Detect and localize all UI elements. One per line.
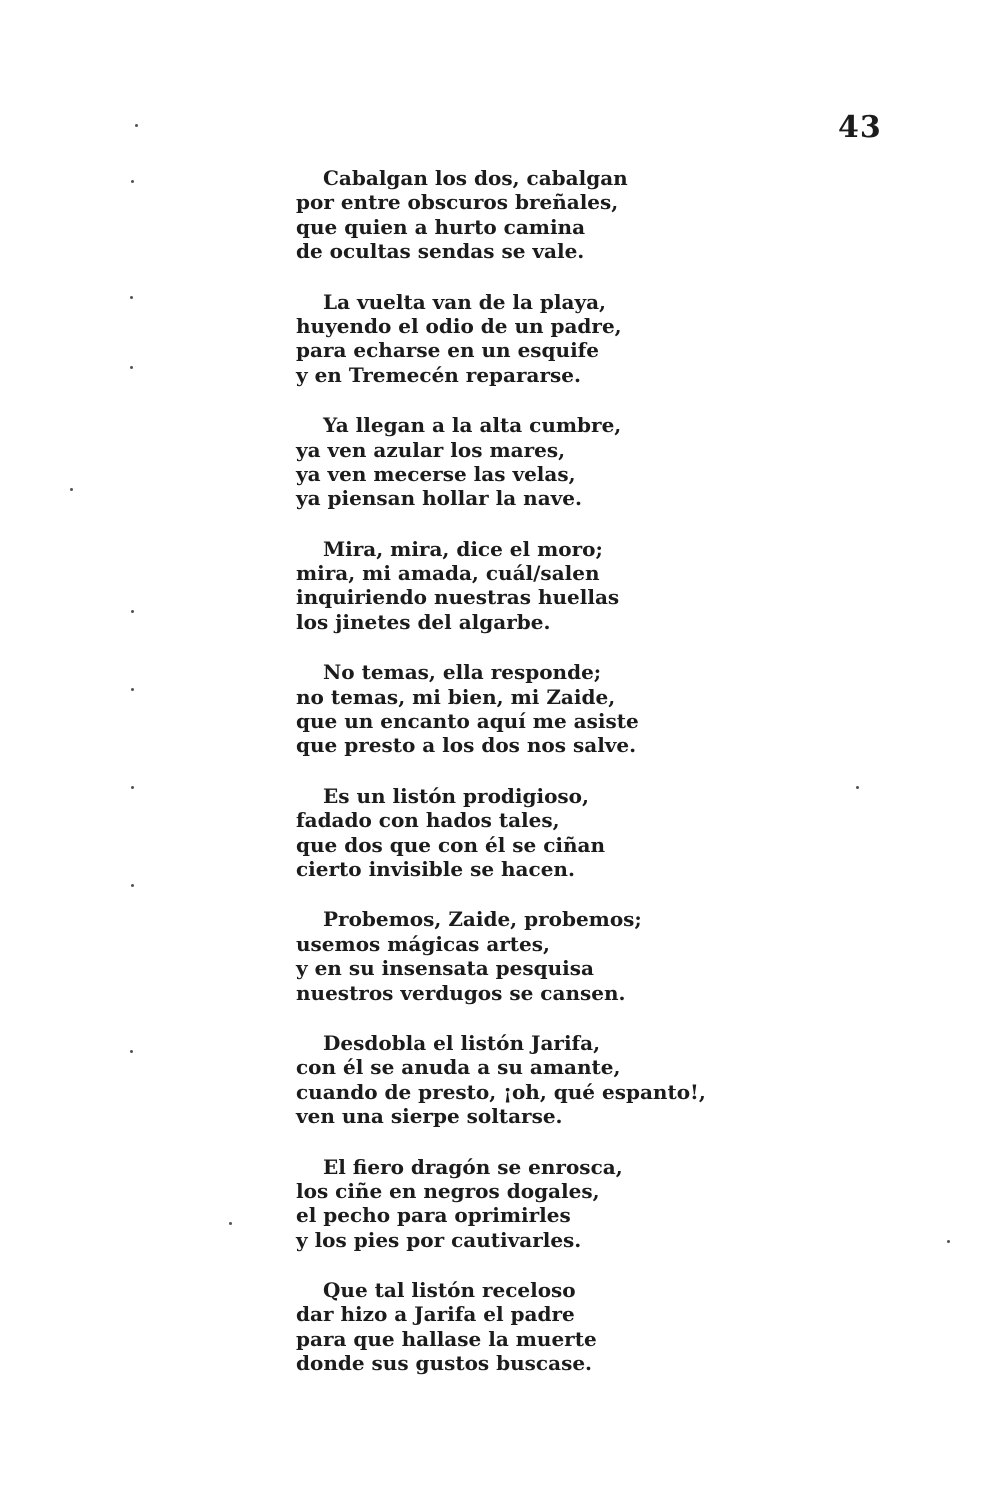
stanza (296, 784, 756, 882)
verse-line: ya ven azular los mares, (296, 437, 566, 462)
scan-speck (130, 1050, 133, 1053)
verse-line: y los pies por cautivarles. (296, 1227, 582, 1252)
verse-line: Desdobla el listón Jarifa, (323, 1030, 601, 1055)
page-number: 43 (838, 110, 882, 145)
verse-line: para echarse en un esquife (296, 338, 599, 363)
verse-line: por entre obscuros breñales, (296, 190, 619, 215)
stanza (296, 907, 756, 1005)
verse-line: Mira, mira, dice el moro; (323, 536, 603, 561)
scan-speck (131, 688, 134, 691)
verse-line: ya ven mecerse las velas, (296, 461, 576, 486)
verse-line: huyendo el odio de un padre, (296, 313, 622, 338)
verse-line: Que tal listón receloso (323, 1278, 576, 1303)
verse-line: ven una sierpe soltarse. (296, 1104, 563, 1129)
verse-line: mira, mi amada, cuál/salen (296, 561, 600, 586)
stanza (296, 290, 756, 388)
verse-line: Es un listón prodigioso, (323, 783, 589, 808)
scan-speck (135, 124, 138, 127)
scan-speck (130, 296, 133, 299)
stanza (296, 1031, 756, 1129)
verse-line: para que hallase la muerte (296, 1326, 597, 1351)
verse-line: ya piensan hollar la nave. (296, 486, 582, 511)
verse-line: que presto a los dos nos salve. (296, 733, 637, 758)
verse-line: no temas, mi bien, mi Zaide, (296, 684, 616, 709)
scan-speck (131, 786, 134, 789)
verse-line: El fiero dragón se enrosca, (323, 1154, 623, 1179)
verse-line: No temas, ella responde; (323, 660, 602, 685)
scan-speck (947, 1240, 950, 1243)
poem (296, 166, 756, 1402)
scan-speck (856, 786, 859, 789)
scan-speck (229, 1222, 232, 1225)
verse-line: usemos mágicas artes, (296, 931, 550, 956)
verse-line: de ocultas sendas se vale. (296, 239, 585, 264)
verse-line: Ya llegan a la alta cumbre, (323, 413, 622, 438)
verse-line: que dos que con él se ciñan (296, 832, 606, 857)
verse-line: los jinetes del algarbe. (296, 609, 551, 634)
verse-line: el pecho para oprimirles (296, 1203, 571, 1228)
verse-line: La vuelta van de la playa, (323, 289, 606, 314)
verse-line: y en su insensata pesquisa (296, 956, 594, 981)
verse-line: cierto invisible se hacen. (296, 856, 575, 881)
verse-line: cuando de presto, ¡oh, qué espanto!, (296, 1079, 706, 1104)
verse-line: donde sus gustos buscase. (296, 1351, 593, 1376)
verse-line: los ciñe en negros dogales, (296, 1178, 600, 1203)
scan-speck (131, 884, 134, 887)
verse-line: nuestros verdugos se cansen. (296, 980, 626, 1005)
verse-line: que quien a hurto camina (296, 214, 586, 239)
verse-line: que un encanto aquí me asiste (296, 709, 639, 734)
verse-line: fadado con hados tales, (296, 808, 560, 833)
verse-line: Cabalgan los dos, cabalgan (323, 166, 628, 190)
verse-line: y en Tremecén repararse. (296, 362, 581, 387)
scan-speck (131, 610, 134, 613)
stanza (296, 660, 756, 758)
verse-line: dar hizo a Jarifa el padre (296, 1302, 575, 1327)
scan-speck (130, 366, 133, 369)
scan-speck (131, 180, 134, 183)
stanza (296, 413, 756, 511)
verse-line: inquiriendo nuestras huellas (296, 585, 620, 610)
scan-speck (70, 488, 73, 491)
stanza (296, 166, 756, 264)
verse-line: con él se anuda a su amante, (296, 1055, 621, 1080)
stanza (296, 1278, 756, 1376)
stanza (296, 537, 756, 635)
verse-line: Probemos, Zaide, probemos; (323, 907, 642, 932)
stanza (296, 1155, 756, 1253)
